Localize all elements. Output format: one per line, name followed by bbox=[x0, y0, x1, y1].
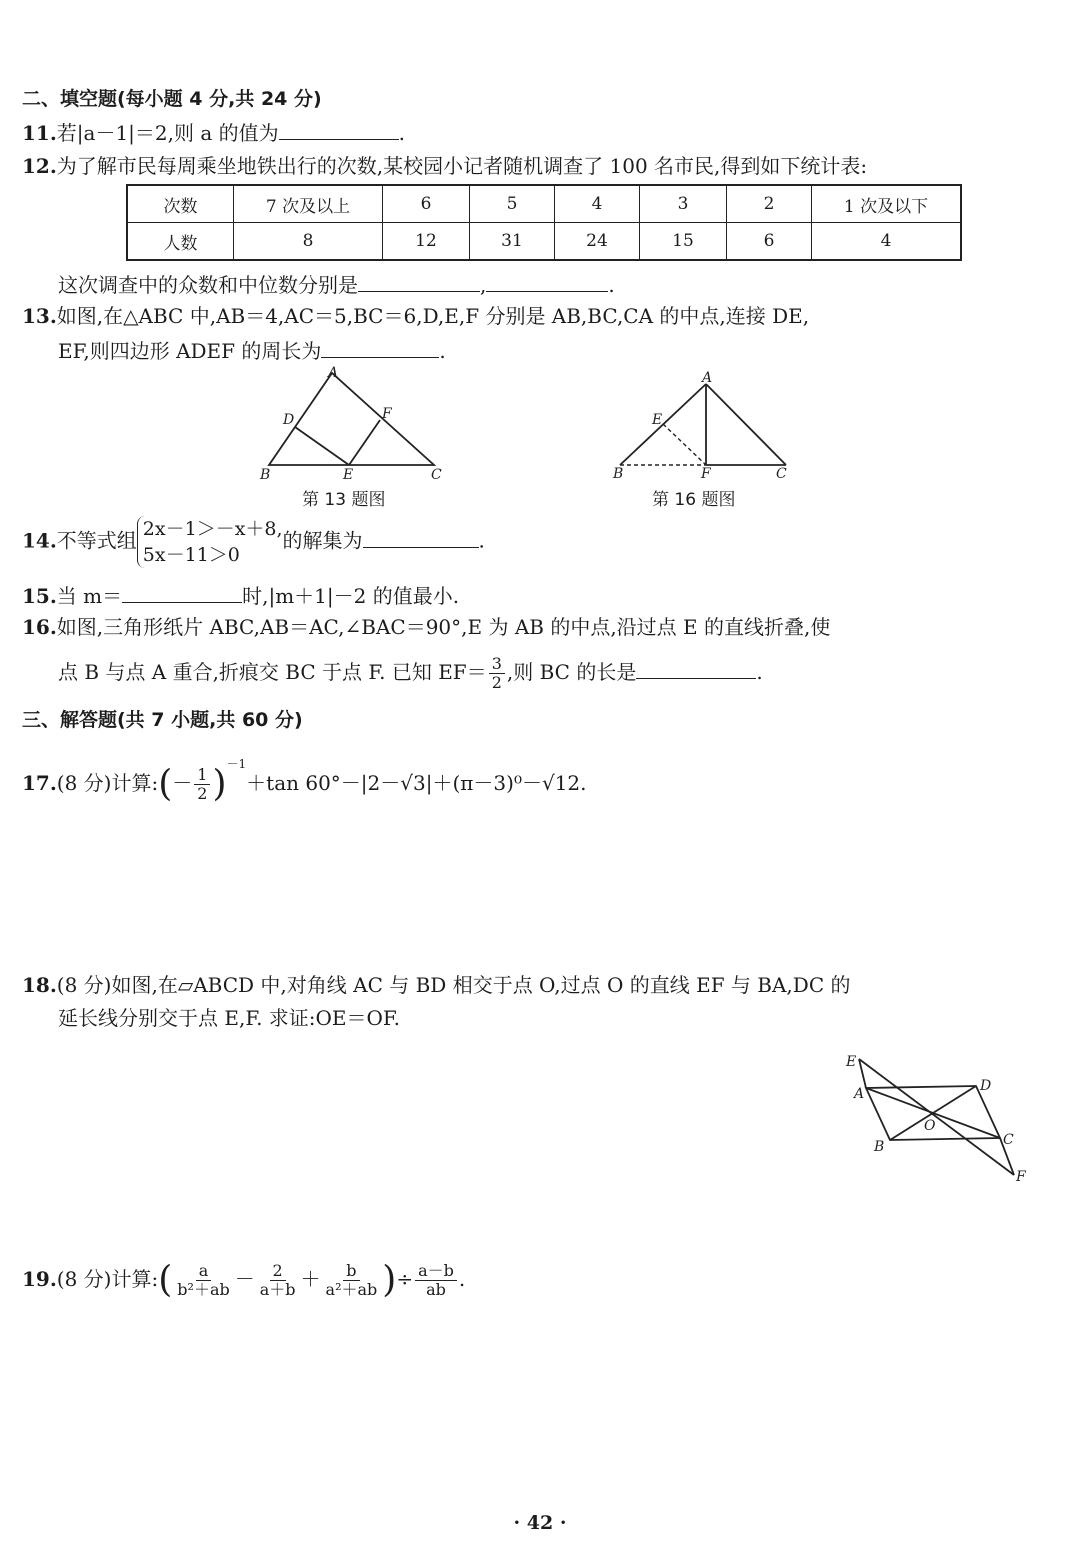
segment-ac bbox=[706, 384, 786, 465]
question-12 bbox=[22, 153, 867, 179]
label-e: E bbox=[652, 412, 663, 428]
segment-de bbox=[295, 427, 349, 465]
label-c: C bbox=[776, 466, 787, 482]
question-19 bbox=[22, 1252, 465, 1306]
section-2-header: 二、填空题(每小题 4 分,共 24 分) bbox=[22, 88, 322, 110]
label-a: A bbox=[702, 370, 713, 386]
question-14 bbox=[22, 516, 485, 568]
answer-blank-median[interactable] bbox=[486, 271, 608, 292]
question-text: 延长线分别交于点 E,F. 求证:OE＝OF. bbox=[58, 1006, 401, 1030]
question-number: 13. bbox=[22, 304, 57, 328]
fraction-2 bbox=[257, 1262, 299, 1299]
question-text: EF,则四边形 ADEF 的周长为 bbox=[58, 339, 322, 363]
table-cell: 15 bbox=[640, 223, 727, 261]
left-paren: ( bbox=[158, 763, 173, 805]
question-text: 点 B 与点 A 重合,折痕交 BC 于点 F. 已知 EF＝ bbox=[58, 660, 487, 684]
label-c: C bbox=[431, 467, 442, 483]
statistics-table bbox=[126, 184, 962, 261]
period: . bbox=[478, 528, 485, 553]
period: . bbox=[608, 273, 615, 297]
label-f: F bbox=[701, 466, 711, 482]
question-number: 19. bbox=[22, 1267, 57, 1291]
question-text: (8 分)计算: bbox=[56, 771, 159, 795]
question-12-followup bbox=[58, 271, 615, 298]
question-text: ,则 BC 的长是 bbox=[506, 660, 637, 684]
answer-blank[interactable] bbox=[636, 658, 756, 679]
question-text: (8 分)如图,在▱ABCD 中,对角线 AC 与 BD 相交于点 O,过点 O 的直线 EF 与 BA,DC 的 bbox=[56, 973, 851, 997]
table-cell: 3 bbox=[640, 185, 727, 223]
question-number: 12. bbox=[22, 154, 57, 178]
right-paren: ) bbox=[212, 763, 227, 805]
denominator: ab bbox=[426, 1280, 446, 1299]
table-cell: 8 bbox=[234, 223, 383, 261]
question-13-line2 bbox=[58, 337, 446, 364]
denominator: a²＋ab bbox=[325, 1280, 378, 1299]
label-b: B bbox=[260, 467, 271, 483]
table-cell: 24 bbox=[555, 223, 640, 261]
period: . bbox=[439, 339, 446, 363]
left-paren: ( bbox=[158, 1259, 173, 1301]
figure-13-caption: 第 13 题图 bbox=[302, 490, 386, 510]
numerator: 1 bbox=[194, 766, 210, 785]
label-o: O bbox=[924, 1118, 936, 1134]
question-text: 若|a－1|＝2,则 a 的值为 bbox=[56, 121, 279, 145]
question-text: 时,|m＋1|－2 的值最小. bbox=[242, 584, 460, 608]
answer-blank[interactable] bbox=[279, 119, 399, 140]
figure-13-triangle bbox=[258, 366, 458, 481]
question-number: 18. bbox=[22, 973, 57, 997]
denominator: a＋b bbox=[259, 1280, 296, 1299]
label-f: F bbox=[1016, 1169, 1026, 1185]
table-cell: 4 bbox=[812, 223, 962, 261]
label-a: A bbox=[328, 365, 339, 381]
question-text: 的解集为 bbox=[282, 528, 363, 553]
table-cell: 1 次及以下 bbox=[812, 185, 962, 223]
table-cell: 5 bbox=[470, 185, 555, 223]
question-number: 16. bbox=[22, 615, 57, 639]
table-cell: 12 bbox=[383, 223, 470, 261]
denominator: b²＋ab bbox=[177, 1280, 230, 1299]
fraction-3 bbox=[323, 1262, 381, 1299]
table-cell: 2 bbox=[727, 185, 812, 223]
segment-ef bbox=[349, 420, 380, 465]
question-18 bbox=[22, 972, 851, 998]
label-d: D bbox=[283, 412, 295, 428]
question-16-line2 bbox=[58, 650, 763, 694]
fraction-one-half bbox=[194, 766, 210, 803]
numerator: a－b bbox=[415, 1262, 457, 1281]
table-cell: 6 bbox=[383, 185, 470, 223]
page-number: · 42 · bbox=[513, 1512, 567, 1534]
question-13 bbox=[22, 303, 809, 329]
question-text: 为了解市民每周乘坐地铁出行的次数,某校园小记者随机调查了 100 名市民,得到如下统计表: bbox=[56, 154, 868, 178]
label-a: A bbox=[854, 1086, 865, 1102]
label-d: D bbox=[980, 1078, 992, 1094]
table-cell: 7 次及以上 bbox=[234, 185, 383, 223]
question-16 bbox=[22, 614, 830, 640]
label-f: F bbox=[382, 406, 392, 422]
answer-blank[interactable] bbox=[321, 337, 439, 358]
section-3-header: 三、解答题(共 7 小题,共 60 分) bbox=[22, 709, 303, 731]
period: . bbox=[756, 660, 763, 684]
label-b: B bbox=[874, 1139, 885, 1155]
right-paren: ) bbox=[382, 1259, 397, 1301]
numerator: b bbox=[343, 1262, 359, 1281]
fraction-three-halves bbox=[489, 655, 505, 692]
table-cell: 6 bbox=[727, 223, 812, 261]
figure-16-triangle bbox=[610, 366, 810, 481]
row-header-times: 次数 bbox=[127, 185, 234, 223]
table-cell: 31 bbox=[470, 223, 555, 261]
numerator: 3 bbox=[489, 655, 505, 674]
question-text: 当 m＝ bbox=[56, 584, 123, 608]
exponent: －1 bbox=[226, 757, 247, 771]
row-header-people: 人数 bbox=[127, 223, 234, 261]
question-text: 不等式组 bbox=[56, 528, 137, 553]
answer-blank[interactable] bbox=[122, 582, 242, 603]
inequality-1: 2x－1＞－x＋8, bbox=[142, 518, 283, 540]
answer-blank-mode[interactable] bbox=[358, 271, 480, 292]
label-c: C bbox=[1003, 1132, 1014, 1148]
question-text: (8 分)计算: bbox=[56, 1267, 159, 1291]
label-e: E bbox=[343, 467, 354, 483]
inequality-2: 5x－11＞0 bbox=[142, 544, 240, 566]
inequality-system bbox=[137, 516, 283, 568]
answer-blank[interactable] bbox=[363, 527, 479, 548]
question-text: 这次调查中的众数和中位数分别是 bbox=[58, 273, 358, 297]
question-number: 15. bbox=[22, 584, 57, 608]
question-18-line2 bbox=[58, 1005, 400, 1031]
fraction-1 bbox=[174, 1262, 232, 1299]
numerator: a bbox=[196, 1262, 212, 1281]
question-15 bbox=[22, 582, 459, 609]
period: . bbox=[398, 121, 406, 145]
question-17 bbox=[22, 740, 587, 807]
figure-16-caption: 第 16 题图 bbox=[652, 490, 736, 510]
operator-plus: ＋ bbox=[300, 1267, 321, 1291]
question-text: 如图,三角形纸片 ABC,AB＝AC,∠BAC＝90°,E 为 AB 的中点,沿过点 E 的直线折叠,使 bbox=[56, 615, 831, 639]
question-number: 14. bbox=[22, 528, 57, 553]
fraction-4 bbox=[415, 1262, 457, 1299]
numerator: 2 bbox=[270, 1262, 286, 1281]
denominator: 2 bbox=[197, 784, 208, 803]
label-b: B bbox=[613, 466, 624, 482]
label-e: E bbox=[846, 1054, 857, 1070]
table-row bbox=[127, 223, 961, 261]
question-text: 如图,在△ABC 中,AB＝4,AC＝5,BC＝6,D,E,F 分别是 AB,BC,CA 的中点,连接 DE, bbox=[56, 304, 810, 328]
dashed-ef bbox=[663, 424, 706, 465]
question-number: 17. bbox=[22, 771, 57, 795]
separator: , bbox=[480, 273, 487, 297]
operator-minus: － bbox=[234, 1267, 255, 1291]
denominator: 2 bbox=[491, 673, 502, 692]
figure-18-parallelogram bbox=[840, 1050, 1040, 1190]
question-number: 11. bbox=[22, 121, 57, 145]
period: . bbox=[458, 1267, 466, 1291]
operator-divide: ÷ bbox=[396, 1267, 414, 1291]
minus-sign: － bbox=[172, 771, 193, 795]
question-11 bbox=[22, 119, 405, 146]
table-cell: 4 bbox=[555, 185, 640, 223]
expression-rest: ＋tan 60°－|2－√3|＋(π－3)⁰－√12. bbox=[246, 771, 587, 795]
table-row bbox=[127, 185, 961, 223]
